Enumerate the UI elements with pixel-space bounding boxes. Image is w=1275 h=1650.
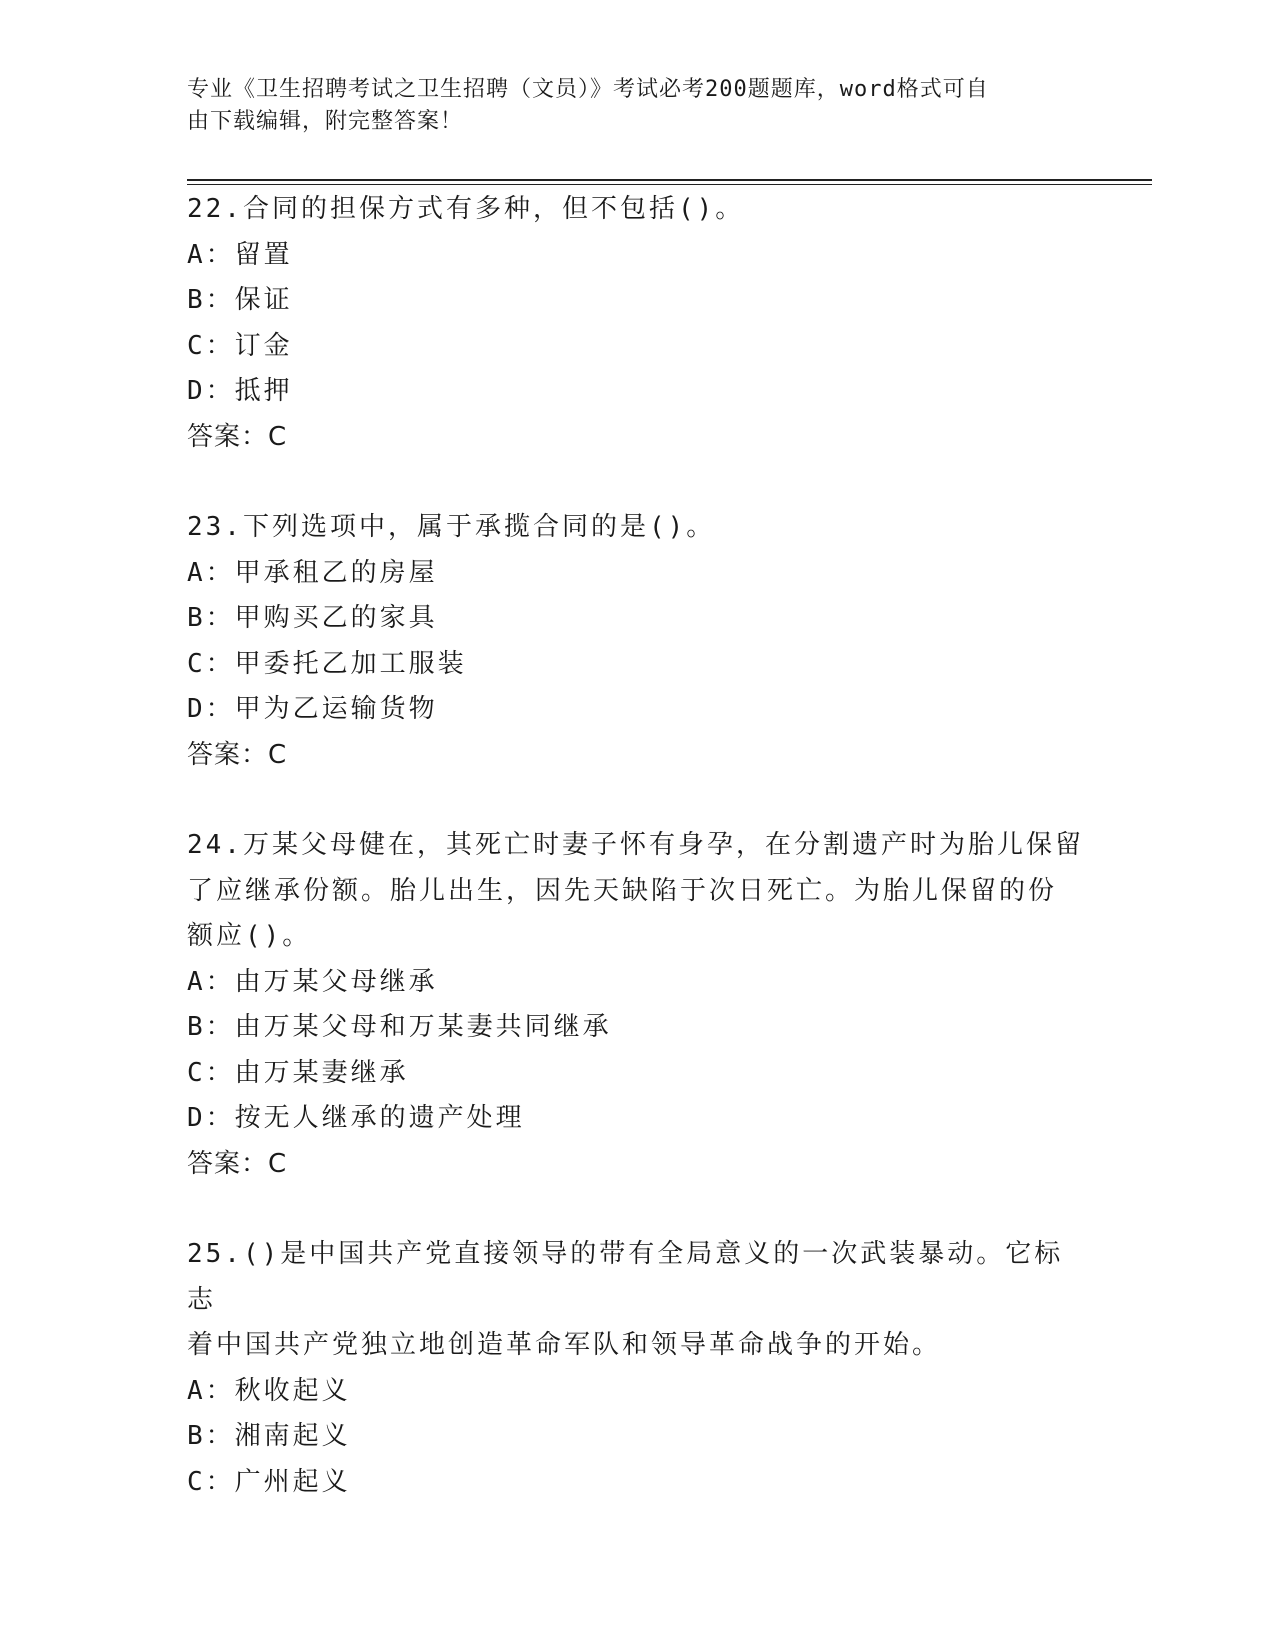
question-stem-line-1: 24.万某父母健在，其死亡时妻子怀有身孕，在分割遗产时为胎儿保留 bbox=[187, 830, 1084, 860]
answer-line: 答案：C bbox=[187, 739, 288, 770]
question-23 bbox=[187, 505, 1087, 778]
question-stem: 22.合同的担保方式有多种，但不包括()。 bbox=[187, 194, 745, 224]
option-d: D：抵押 bbox=[187, 376, 293, 406]
question-stem-line-2: 着中国共产党独立地创造革命军队和领导革命战争的开始。 bbox=[187, 1330, 942, 1360]
question-stem-line-2: 了应继承份额。胎儿出生，因先天缺陷于次日死亡。为胎儿保留的份 bbox=[187, 875, 1058, 906]
question-22 bbox=[187, 187, 1087, 460]
option-a: A：留置 bbox=[187, 239, 293, 270]
question-25 bbox=[187, 1232, 1087, 1505]
option-a: A：甲承租乙的房屋 bbox=[187, 557, 438, 588]
option-c: C：甲委托乙加工服装 bbox=[187, 648, 467, 679]
header-line-1: 专业《卫生招聘考试之卫生招聘（文员）》考试必考200题题库，word格式可自 bbox=[187, 77, 989, 102]
answer-line: 答案：C bbox=[187, 1148, 288, 1179]
question-stem: 23.下列选项中，属于承揽合同的是()。 bbox=[187, 512, 716, 542]
option-b: B：湘南起义 bbox=[187, 1421, 351, 1451]
option-a: A：秋收起义 bbox=[187, 1375, 351, 1406]
option-d: D：按无人继承的遗产处理 bbox=[187, 1103, 525, 1133]
question-stem-line-3: 额应()。 bbox=[187, 921, 312, 951]
option-c: C：订金 bbox=[187, 330, 293, 361]
question-24 bbox=[187, 823, 1087, 1187]
option-b: B：由万某父母和万某妻共同继承 bbox=[187, 1012, 612, 1042]
header-divider-thick bbox=[187, 179, 1152, 181]
header-line-2: 由下载编辑，附完整答案！ bbox=[187, 109, 464, 134]
option-a: A：由万某父母继承 bbox=[187, 966, 438, 997]
answer-line: 答案：C bbox=[187, 421, 288, 452]
option-b: B：甲购买乙的家具 bbox=[187, 603, 438, 633]
document-header bbox=[187, 74, 1067, 138]
question-list bbox=[187, 187, 1087, 1505]
option-c: C：广州起义 bbox=[187, 1466, 351, 1497]
question-stem-line-1: 25.()是中国共产党直接领导的带有全局意义的一次武装暴动。它标志 bbox=[187, 1239, 1064, 1315]
option-c: C：由万某妻继承 bbox=[187, 1057, 409, 1088]
option-d: D：甲为乙运输货物 bbox=[187, 694, 438, 724]
option-b: B：保证 bbox=[187, 285, 293, 315]
header-divider-thin bbox=[187, 184, 1152, 185]
